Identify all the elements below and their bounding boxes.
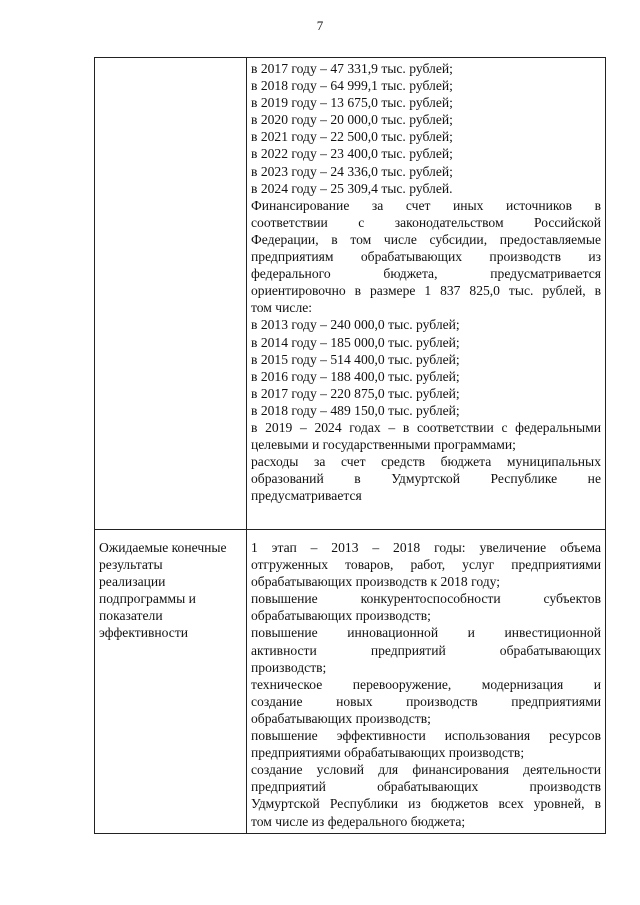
line: целевыми и государственными программами;: [251, 437, 516, 453]
line: в 2021 году – 22 500,0 тыс. рублей;: [251, 129, 453, 145]
line: в 2022 году – 23 400,0 тыс. рублей;: [251, 146, 453, 162]
line: Удмуртской Республики из бюджетов всех уровней, в: [251, 796, 601, 812]
line: повышение эффективности использования ресурсов: [251, 728, 601, 744]
table-row: [95, 530, 606, 834]
line: в 2014 году – 185 000,0 тыс. рублей;: [251, 334, 460, 350]
line: активности предприятий обрабатывающих: [251, 642, 601, 658]
line: том числе:: [251, 300, 313, 316]
line: предусматривается: [251, 488, 362, 504]
line: отгруженных товаров, работ, услуг предприятиями: [251, 557, 601, 573]
line: Ожидаемые конечные: [99, 540, 227, 555]
line: повышение конкурентоспособности субъектов: [251, 591, 601, 607]
line: создание условий для финансирования деятельности: [251, 762, 601, 778]
line: в 2016 году – 188 400,0 тыс. рублей;: [251, 368, 460, 384]
passport-table: [94, 57, 606, 834]
line: в 2017 году – 47 331,9 тыс. рублей;: [251, 61, 453, 76]
line: в 2013 году – 240 000,0 тыс. рублей;: [251, 317, 460, 333]
line: соответствии с законодательством Российской: [251, 214, 601, 230]
row2-right-cell: [247, 530, 606, 834]
line: в 2019 году – 13 675,0 тыс. рублей;: [251, 95, 453, 111]
line: предприятий обрабатывающих производств: [251, 779, 601, 795]
row2-left-cell: [95, 530, 247, 834]
line: расходы за счет средств бюджета муниципальных: [251, 454, 601, 470]
line: федерального бюджета, предусматривается: [251, 266, 601, 282]
line: предприятиями обрабатывающих производств;: [251, 745, 525, 761]
line: обрабатывающих производств;: [251, 710, 431, 726]
line: техническое перевооружение, модернизация и: [251, 676, 601, 692]
line: эффективности: [99, 625, 189, 641]
line: производств;: [251, 659, 327, 675]
line: обрабатывающих производств к 2018 году;: [251, 574, 501, 590]
line: реализации: [99, 574, 166, 590]
line: в 2018 году – 64 999,1 тыс. рублей;: [251, 78, 453, 94]
line: Федерации, в том числе субсидии, предоставляемые: [251, 231, 601, 247]
page-number: 7: [316, 18, 324, 33]
line: в 2020 году – 20 000,0 тыс. рублей;: [251, 112, 453, 128]
line: показатели: [99, 608, 163, 624]
line: обрабатывающих производств;: [251, 608, 431, 624]
line: предприятиям обрабатывающих производств из: [251, 249, 601, 265]
line: образований в Удмуртской Республике не: [251, 471, 601, 487]
line: в 2023 году – 24 336,0 тыс. рублей;: [251, 163, 453, 179]
table-row: [95, 58, 606, 530]
line: ориентировочно в размере 1 837 825,0 тыс. рублей, в: [251, 283, 601, 299]
line: 1 этап – 2013 – 2018 годы: увеличение объема: [251, 540, 601, 555]
row1-right-cell: [247, 58, 606, 530]
row1-left-cell: [95, 58, 247, 530]
line: в 2019 – 2024 годах – в соответствии с федеральными: [251, 419, 601, 435]
line: повышение инновационной и инвестиционной: [251, 625, 601, 641]
line: в 2017 году – 220 875,0 тыс. рублей;: [251, 385, 460, 401]
line: Финансирование за счет иных источников в: [251, 197, 601, 213]
line: результаты: [99, 557, 163, 573]
line: подпрограммы и: [99, 591, 196, 607]
line: в 2015 году – 514 400,0 тыс. рублей;: [251, 351, 460, 367]
line: в 2024 году – 25 309,4 тыс. рублей.: [251, 180, 453, 196]
line: в 2018 году – 489 150,0 тыс. рублей;: [251, 402, 460, 418]
line: том числе из федерального бюджета;: [251, 813, 466, 829]
line: создание новых производств предприятиями: [251, 693, 601, 709]
